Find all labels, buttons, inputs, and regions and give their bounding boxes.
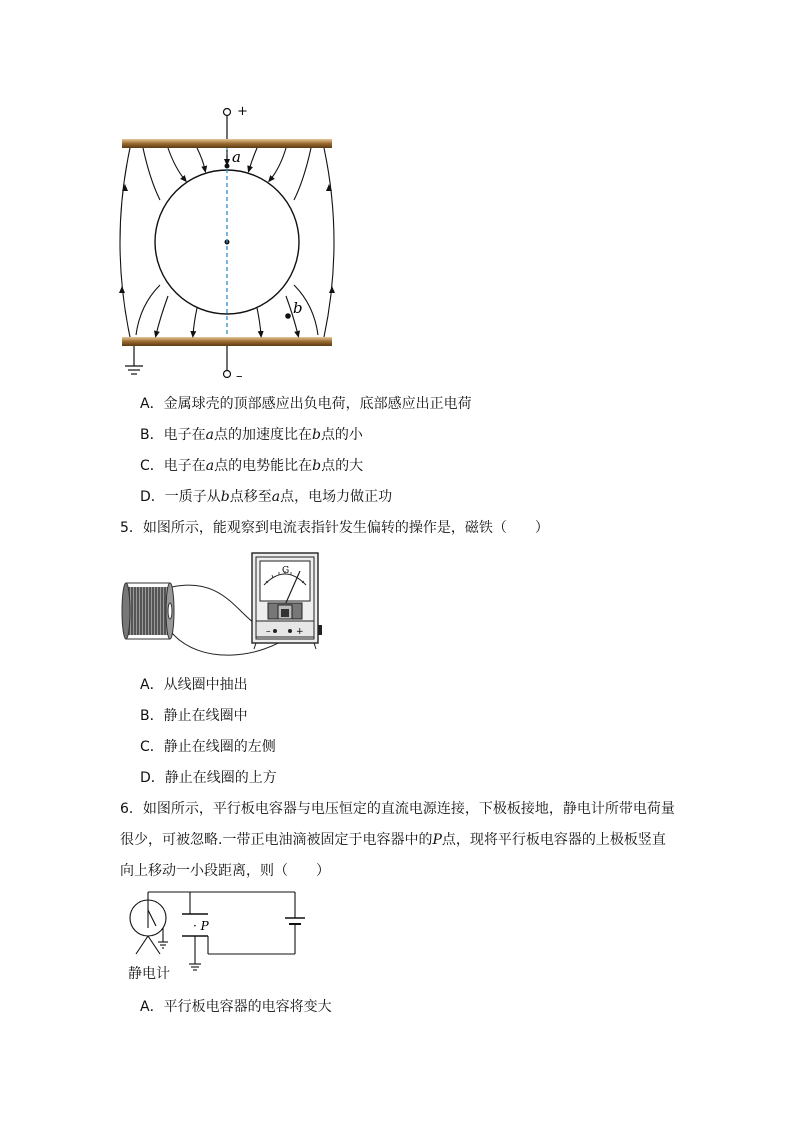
- minus-sign: –: [236, 369, 243, 384]
- q4-b-suffix: 点的小: [320, 427, 363, 443]
- q4-c-b: b: [312, 458, 322, 474]
- plus-sign: +: [237, 104, 248, 119]
- q5-option-c[interactable]: C．静止在线圈的左侧: [140, 739, 276, 755]
- q4-option-a[interactable]: A．金属球壳的顶部感应出负电荷，底部感应出正电荷: [140, 396, 472, 412]
- q6-stem-line1: 6．如图所示，平行板电容器与电压恒定的直流电源连接，下极板接地，静电计所带电荷量: [120, 801, 675, 817]
- q4-b-b: b: [311, 427, 321, 443]
- coil: [122, 583, 174, 639]
- label-b: b: [293, 299, 303, 317]
- q4-b-a: a: [205, 427, 214, 443]
- q4-c-mid: 点的电势能比在: [214, 458, 313, 474]
- q4-d-suffix: 点，电场力做正功: [280, 489, 393, 505]
- q6-stem-line2: [120, 830, 666, 850]
- q5-option-b[interactable]: B．静止在线圈中: [140, 708, 248, 724]
- electroscope-caption: 静电计: [128, 966, 170, 982]
- q6-stem-line3: 向上移动一小段距离，则（ ）: [120, 863, 330, 879]
- q4-d-prefix: D．一质子从: [140, 489, 221, 505]
- q4-c-prefix: C．电子在: [140, 458, 206, 474]
- galvanometer: [252, 553, 322, 649]
- q5-option-a[interactable]: A．从线圈中抽出: [140, 677, 248, 693]
- q6-line2-prefix: 很少，可被忽略.一带正电油滴被固定于电容器中的: [120, 832, 433, 848]
- coil-galvanometer-figure: [0, 545, 794, 685]
- point-p: · P: [193, 919, 209, 933]
- q6-line2-suffix: 点，现将平行板电容器的上极板竖直: [441, 832, 666, 848]
- q4-c-a: a: [205, 458, 215, 474]
- terminal-minus: –: [266, 627, 271, 637]
- bottom-terminal: [224, 371, 231, 378]
- q4-d-mid: 点移至: [229, 489, 272, 505]
- point-a: [225, 164, 230, 169]
- q5-option-d[interactable]: D．静止在线圈的上方: [140, 770, 277, 786]
- q4-d-a: a: [271, 489, 281, 505]
- label-a: a: [232, 148, 241, 166]
- top-terminal: [224, 109, 231, 116]
- q4-option-b[interactable]: [140, 425, 363, 445]
- bottom-plate: [122, 337, 332, 346]
- q4-d-b: b: [220, 489, 230, 505]
- q6-option-a[interactable]: A．平行板电容器的电容将变大: [140, 999, 332, 1015]
- point-b: [285, 313, 291, 319]
- q4-b-prefix: B．电子在: [140, 427, 206, 443]
- top-plate: [122, 139, 332, 148]
- meter-label: G: [282, 566, 290, 576]
- q4-c-suffix: 点的大: [321, 458, 364, 474]
- terminal-plus: +: [296, 627, 304, 637]
- q4-b-mid: 点的加速度比在: [213, 427, 312, 443]
- q4-option-d[interactable]: [140, 487, 392, 507]
- capacitor-circuit-figure: [0, 888, 794, 988]
- q4-option-c[interactable]: [140, 456, 363, 476]
- q5-stem: 5．如图所示，能观察到电流表指针发生偏转的操作是，磁铁（ ）: [120, 520, 549, 536]
- field-lines-figure: [0, 0, 794, 400]
- q6-line2-p: P: [432, 832, 442, 848]
